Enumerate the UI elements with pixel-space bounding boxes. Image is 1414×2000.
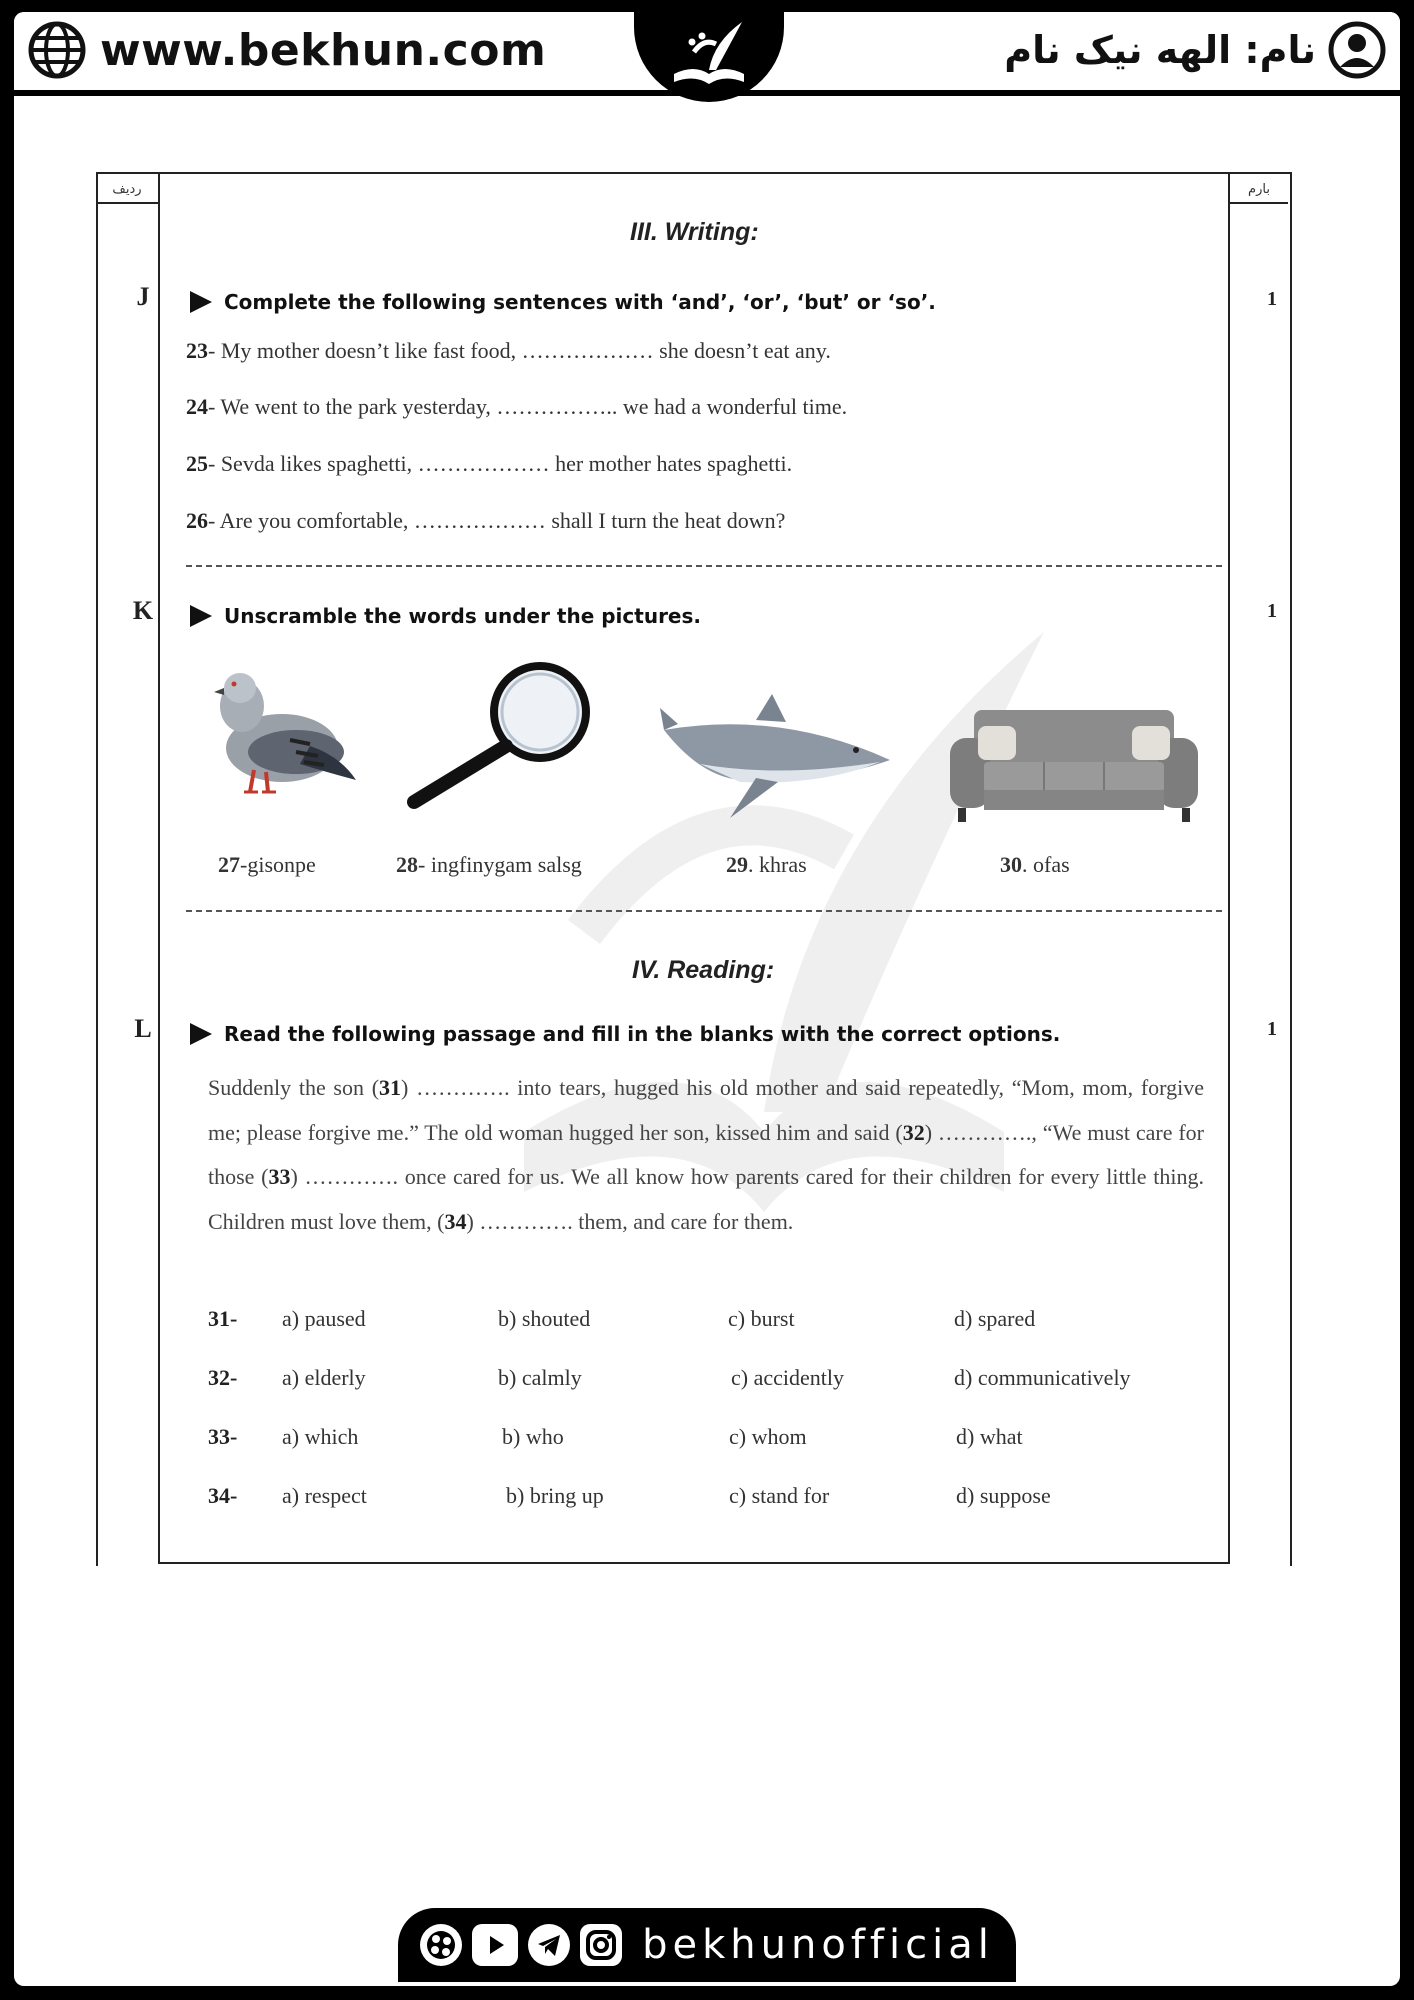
triangle-bullet-icon bbox=[190, 605, 212, 627]
row-column-header: ردیف bbox=[96, 178, 158, 204]
score-column-header: بارم bbox=[1230, 178, 1288, 204]
section-divider bbox=[186, 910, 1222, 912]
item-number: 27 bbox=[218, 852, 240, 877]
item-number: 29 bbox=[726, 852, 748, 877]
row-number-column bbox=[96, 172, 160, 1564]
aparat-icon[interactable] bbox=[420, 1924, 462, 1966]
brand-logo bbox=[634, 12, 784, 102]
options-row-32 bbox=[208, 1365, 1208, 1395]
reading-instruction bbox=[190, 1022, 1060, 1046]
sofa-picture bbox=[944, 704, 1204, 828]
score-l: 1 bbox=[1267, 1018, 1277, 1040]
option-b[interactable]: b) calmly bbox=[498, 1365, 582, 1390]
question-text: - My mother doesn’t like fast food, ……………… she doesn’t eat any. bbox=[208, 338, 831, 363]
option-a[interactable]: a) which bbox=[282, 1424, 359, 1449]
triangle-bullet-icon bbox=[190, 1023, 212, 1045]
telegram-icon[interactable] bbox=[528, 1924, 570, 1966]
question-25 bbox=[186, 451, 792, 477]
writing-instruction bbox=[190, 290, 936, 314]
question-23 bbox=[186, 338, 831, 364]
options-row-31 bbox=[208, 1306, 1208, 1336]
option-number: 32- bbox=[208, 1365, 238, 1390]
question-text: - Sevda likes spaghetti, ……………… her mother hates spaghetti. bbox=[208, 451, 793, 476]
option-number: 33- bbox=[208, 1424, 238, 1449]
options-row-34 bbox=[208, 1483, 1208, 1513]
youtube-icon[interactable] bbox=[472, 1924, 518, 1966]
option-b[interactable]: b) shouted bbox=[498, 1306, 591, 1331]
question-number: 24 bbox=[186, 394, 208, 419]
option-a[interactable]: a) paused bbox=[282, 1306, 366, 1331]
item-text: . ofas bbox=[1022, 852, 1070, 877]
row-letter-l: L bbox=[134, 1014, 152, 1043]
question-number: 26 bbox=[186, 508, 208, 533]
score-j: 1 bbox=[1267, 288, 1277, 310]
social-footer bbox=[398, 1908, 1016, 1982]
unscramble-instruction bbox=[190, 604, 701, 628]
question-number: 23 bbox=[186, 338, 208, 363]
passage-text: ) …………. them, and care for them. bbox=[466, 1208, 794, 1234]
blank-number: 32 bbox=[902, 1119, 925, 1145]
score-k: 1 bbox=[1267, 600, 1277, 622]
passage-text: ) …………. once cared for us. We all know how parents cared for their children for every little thing. Children must love them, ( bbox=[208, 1164, 1204, 1234]
option-d[interactable]: d) spared bbox=[954, 1306, 1036, 1331]
writing-section-title: III. Writing: bbox=[630, 218, 759, 246]
reading-section-title: IV. Reading: bbox=[632, 956, 775, 984]
unscramble-item-27 bbox=[218, 852, 316, 878]
question-text: - We went to the park yesterday, …………….. we had a wonderful time. bbox=[208, 394, 848, 419]
option-d[interactable]: d) what bbox=[956, 1424, 1023, 1449]
question-number: 25 bbox=[186, 451, 208, 476]
option-b[interactable]: b) bring up bbox=[506, 1483, 604, 1508]
site-link[interactable] bbox=[28, 20, 546, 80]
shark-picture bbox=[660, 690, 896, 820]
row-letter-k: K bbox=[132, 596, 154, 625]
site-url: www.bekhun.com bbox=[100, 24, 547, 76]
option-a[interactable]: a) elderly bbox=[282, 1365, 366, 1390]
blank-number: 34 bbox=[444, 1208, 467, 1234]
passage-text: Suddenly the son ( bbox=[208, 1075, 380, 1100]
option-d[interactable]: d) suppose bbox=[956, 1483, 1051, 1508]
score-column bbox=[1228, 172, 1290, 1564]
option-number: 34- bbox=[208, 1483, 238, 1508]
question-26 bbox=[186, 508, 785, 534]
option-c[interactable]: c) stand for bbox=[729, 1483, 830, 1508]
passage-text: ) …………., “We must care for those ( bbox=[208, 1119, 1204, 1189]
student-name-label: نام: الهه نیک نام bbox=[1004, 28, 1316, 72]
blank-number: 31 bbox=[379, 1075, 402, 1100]
option-c[interactable]: c) accidently bbox=[731, 1365, 844, 1390]
question-text: - Are you comfortable, ……………… shall I turn the heat down? bbox=[208, 508, 786, 533]
reading-passage bbox=[208, 1066, 1204, 1244]
user-icon bbox=[1328, 21, 1386, 79]
unscramble-item-30 bbox=[1000, 852, 1070, 878]
globe-icon bbox=[28, 21, 86, 79]
book-feather-logo-icon bbox=[654, 12, 764, 96]
social-handle[interactable]: bekhunofficial bbox=[642, 1922, 994, 1968]
item-text: - ingfinygam salsg bbox=[418, 852, 582, 877]
reading-instruction-text: Read the following passage and fill in the blanks with the correct options. bbox=[224, 1022, 1061, 1046]
question-24 bbox=[186, 394, 847, 420]
option-number: 31- bbox=[208, 1306, 238, 1331]
instagram-icon[interactable] bbox=[580, 1924, 622, 1966]
item-number: 30 bbox=[1000, 852, 1022, 877]
option-c[interactable]: c) whom bbox=[729, 1424, 807, 1449]
triangle-bullet-icon bbox=[190, 291, 212, 313]
writing-instruction-text: Complete the following sentences with ‘and’, ‘or’, ‘but’ or ‘so’. bbox=[224, 290, 936, 314]
magnifying-glass-picture bbox=[400, 660, 600, 810]
section-divider bbox=[186, 565, 1222, 567]
options-row-33 bbox=[208, 1424, 1208, 1454]
student-name bbox=[1004, 20, 1386, 80]
option-d[interactable]: d) communicatively bbox=[954, 1365, 1131, 1390]
unscramble-item-28 bbox=[396, 852, 582, 878]
pigeon-picture bbox=[200, 660, 360, 810]
row-letter-j: J bbox=[136, 282, 150, 311]
item-text: . khras bbox=[748, 852, 807, 877]
unscramble-instruction-text: Unscramble the words under the pictures. bbox=[224, 604, 701, 628]
item-number: 28 bbox=[396, 852, 418, 877]
unscramble-item-29 bbox=[726, 852, 807, 878]
option-a[interactable]: a) respect bbox=[282, 1483, 367, 1508]
option-c[interactable]: c) burst bbox=[728, 1306, 795, 1331]
table-bottom-border bbox=[158, 1562, 1230, 1564]
blank-number: 33 bbox=[268, 1164, 291, 1189]
item-text: -gisonpe bbox=[240, 852, 316, 877]
option-b[interactable]: b) who bbox=[502, 1424, 564, 1449]
passage-text: ) …………. into tears, hugged his old mother and said repeatedly, “Mom, mom, forgive me; please forgive me.” The old woman hugged her son, kissed him and said ( bbox=[208, 1075, 1204, 1145]
